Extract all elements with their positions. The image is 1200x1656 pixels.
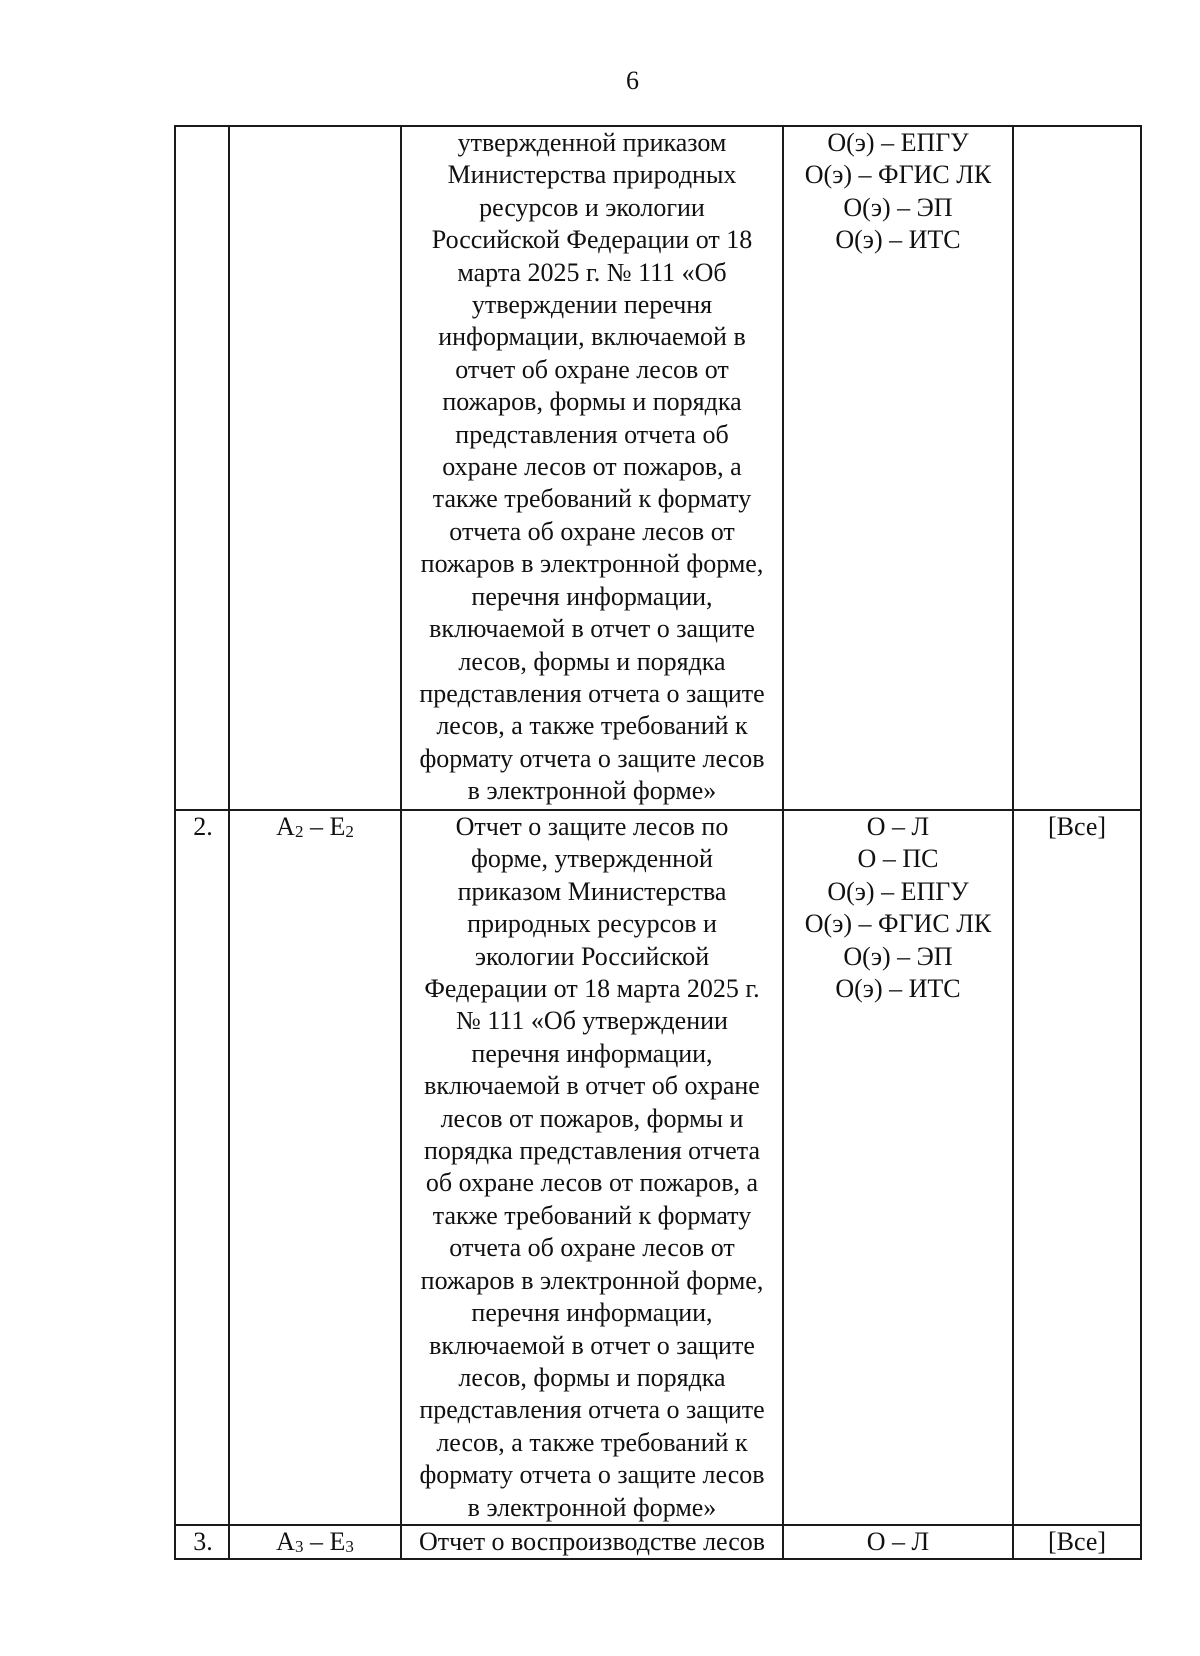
document-text-line: Федерации от 18 марта 2025 г. — [424, 974, 760, 1004]
document-text-line: включаемой в отчет о защите — [429, 1330, 755, 1360]
document-text-line: также требований к формату — [432, 484, 752, 514]
table-row — [175, 126, 1141, 810]
document-cell — [401, 810, 783, 1525]
row-number-cell — [175, 1525, 229, 1559]
submission-forms-cell — [783, 810, 1013, 1525]
document-text-line: пожаров, формы и порядка — [442, 387, 742, 417]
document-text-line: ресурсов и экологии — [479, 192, 705, 222]
row-number-cell — [175, 810, 229, 1525]
basis-dash: – — [303, 812, 330, 841]
document-text-line: также требований к формату — [432, 1200, 752, 1230]
submission-form-item: О(э) – ИТС — [835, 225, 961, 255]
basis-index-e: 3 — [345, 1536, 354, 1556]
document-text-line: приказом Министерства — [457, 876, 727, 906]
document-text-line: отчета об охране лесов от — [449, 516, 735, 546]
submission-form-item: О(э) – ЕПГУ — [827, 876, 969, 906]
submission-form-item: О(э) – ЕПГУ — [827, 128, 969, 157]
submission-form-item: О(э) – ЭП — [843, 192, 953, 222]
document-text-line: лесов от пожаров, формы и — [440, 1103, 744, 1133]
submission-forms-cell — [783, 126, 1013, 810]
table-row — [175, 1525, 1141, 1559]
document-text-line: формату отчета о защите лесов — [419, 743, 765, 773]
submission-form-item: О(э) – ФГИС ЛК — [804, 909, 992, 939]
basis-cell — [229, 810, 401, 1525]
page-number: 6 — [626, 66, 639, 95]
submission-form-item: О – Л — [866, 812, 930, 841]
submission-form-item: О – ПС — [857, 844, 939, 874]
basis-letter-e: Е — [329, 1526, 346, 1556]
basis-letter-e: Е — [329, 812, 346, 841]
submission-form-item: О – Л — [866, 1526, 930, 1556]
document-text-line: лесов, а также требований к — [436, 1427, 748, 1457]
document-text-line: порядка представления отчета — [423, 1136, 761, 1166]
scope-cell — [1013, 126, 1141, 810]
document-text-line: № 111 «Об утверждении — [456, 1006, 728, 1036]
row-number: 3. — [193, 1526, 213, 1556]
submission-form-item: О(э) – ЭП — [843, 941, 953, 971]
document-text-line: экологии Российской — [474, 941, 710, 971]
document-text-line: представления отчета о защите — [419, 678, 765, 708]
document-text-line: лесов, формы и порядка — [458, 1362, 726, 1392]
basis-letter-a: А — [276, 1526, 295, 1556]
document-text-line: утвержденной приказом — [457, 128, 727, 157]
document-text-line: перечня информации, — [471, 1298, 713, 1328]
document-text-line: в электронной форме» — [467, 776, 717, 806]
document-cell — [401, 126, 783, 810]
submission-form-item: О(э) – ИТС — [835, 974, 961, 1004]
document-text-line: лесов, а также требований к — [436, 711, 748, 741]
document-text-line: отчета об охране лесов от — [449, 1233, 735, 1263]
scope-cell — [1013, 810, 1141, 1525]
document-text-line: включаемой в отчет об охране — [424, 1071, 760, 1101]
document-text-line: формату отчета о защите лесов — [419, 1460, 765, 1490]
submission-forms-cell — [783, 1525, 1013, 1559]
row-number: 2. — [193, 812, 213, 841]
requirements-table — [174, 125, 1142, 1560]
document-text-line: представления отчета об — [455, 419, 729, 449]
document-text-line: Министерства природных — [447, 160, 737, 190]
basis-dash: – — [303, 1526, 330, 1556]
basis-cell — [229, 1525, 401, 1559]
document-text-line: перечня информации, — [471, 1038, 713, 1068]
document-text-line: охране лесов от пожаров, а — [442, 452, 742, 482]
basis-letter-a: А — [276, 812, 295, 841]
scope-label: [Все] — [1047, 812, 1107, 841]
document-text-line: представления отчета о защите — [419, 1395, 765, 1425]
scope-cell — [1013, 1525, 1141, 1559]
document-text-line: природных ресурсов и — [467, 909, 717, 939]
document-cell — [401, 1525, 783, 1559]
basis-cell — [229, 126, 401, 810]
basis-index-a: 2 — [294, 822, 304, 841]
scope-label: [Все] — [1047, 1526, 1107, 1556]
basis-code — [276, 1527, 354, 1556]
document-text-line: лесов, формы и порядка — [458, 646, 726, 676]
document-text-line: марта 2025 г. № 111 «Об — [457, 257, 727, 287]
document-text-line: об охране лесов от пожаров, а — [425, 1168, 759, 1198]
document-text-line: Российской Федерации от 18 — [431, 225, 753, 255]
submission-form-item: О(э) – ФГИС ЛК — [804, 160, 992, 190]
document-text-line: Отчет о защите лесов по — [455, 812, 729, 841]
row-number-cell — [175, 126, 229, 810]
document-text-line: перечня информации, — [471, 581, 713, 611]
document-text-line: пожаров в электронной форме, — [420, 549, 764, 579]
document-text-line: пожаров в электронной форме, — [420, 1265, 764, 1295]
document-text-line: включаемой в отчет о защите — [429, 614, 755, 644]
document-text-line: форме, утвержденной — [471, 844, 713, 874]
basis-index-a: 3 — [294, 1536, 304, 1556]
document-text-line: в электронной форме» — [467, 1492, 717, 1522]
document-text-line: утверждении перечня — [471, 290, 713, 320]
basis-index-e: 2 — [345, 822, 354, 841]
document-text-line: Отчет о воспроизводстве лесов — [418, 1526, 766, 1556]
document-text-line: отчет об охране лесов от — [455, 354, 729, 384]
table-row — [175, 810, 1141, 1525]
document-text-line: информации, включаемой в — [438, 322, 746, 352]
basis-code — [276, 812, 354, 841]
